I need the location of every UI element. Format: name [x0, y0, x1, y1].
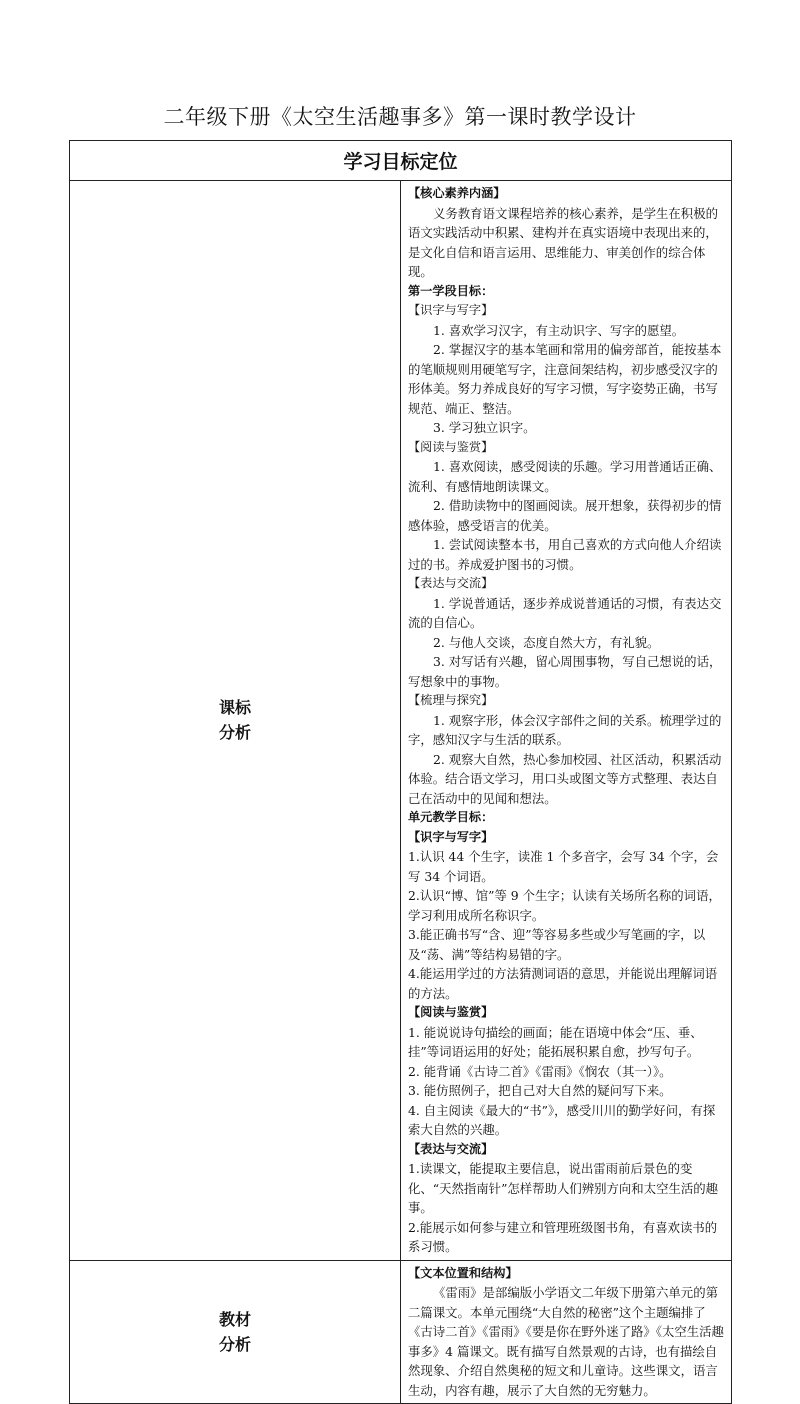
curriculum-analysis-row	[70, 181, 732, 1261]
list-item: 1. 学说普通话，逐步养成说普通话的习惯，有表达交流的自信心。	[408, 595, 722, 630]
side-label-line: 教材	[218, 1309, 251, 1329]
list-item: 2. 掌握汉字的基本笔画和常用的偏旁部首，能按基本的笔顺规则用硬笔写字，注意间架结构，初步感受汉字的形体美。努力养成良好的写字习惯，写字姿势正确，书写规范、端正、整洁。	[408, 342, 722, 416]
list-item: 2. 观察大自然，热心参加校园、社区活动，积累活动体验。结合语文学习，用口头或图文等方式整理、表达自己在活动中的见闻和想法。	[408, 751, 722, 806]
list-item: 3. 学习独立识字。	[433, 420, 536, 435]
list-item: 2. 借助读物中的图画阅读。展开想象，获得初步的情感体验，感受语言的优美。	[408, 498, 722, 533]
stage-heading: 第一学段目标：	[408, 283, 494, 298]
core-heading: 【核心素养内涵】	[408, 186, 506, 200]
list-item: 1. 能说说诗句描绘的画面；能在语境中体会“压、垂、挂”等词语运用的好处；能拓展积累自愈，抄写句子。	[408, 1024, 703, 1059]
list-item: 1. 喜欢阅读，感受阅读的乐趣。学习用普通话正确、流利、有感情地朗读课文。	[408, 459, 722, 494]
group-heading: 【阅读与鉴赏】	[408, 439, 494, 454]
curriculum-analysis-label	[70, 181, 401, 1261]
group-heading: 【梳理与探究】	[408, 693, 494, 707]
list-item: 2. 与他人交谈，态度自然大方，有礼貌。	[433, 634, 660, 650]
lesson-table	[69, 140, 732, 1404]
group-heading: 【识字与写字】	[408, 303, 494, 317]
list-item: 3.能正确书写“含、迎”等容易多些或少写笔画的字，以及“荡、满”等结构易错的字。	[408, 927, 706, 962]
group-heading: 【表达与交流】	[408, 1141, 494, 1156]
list-item: 2.认识“博、馆”等 9 个生字；认读有关场所名称的词语，学习利用成所名称识字。	[408, 888, 721, 923]
list-item: 2.能展示如何参与建立和管理班级图书角，有喜欢读书的系习惯。	[408, 1219, 718, 1254]
side-label-line: 分析	[218, 723, 251, 743]
textbook-analysis-row	[70, 1260, 732, 1404]
text-position-paragraph: 《雷雨》是部编版小学语文二年级下册第六单元的第二篇课文。本单元围绕“大自然的秘密”这个主题编排了《古诗二首》《雷雨》《要是你在野外迷了路》《太空生活趣事多》4 篇课文。既有描写自然景观的古诗，也有描绘自然现象、介绍自然奥秘的短文和儿童诗。这些课文，语言生动，内容有趣，展示了大自然的无穷魅力。	[408, 1285, 724, 1398]
textbook-analysis-label	[70, 1260, 401, 1404]
list-item: 2. 能背诵《古诗二首》《雷雨》《悯农（其一）》。	[408, 1063, 672, 1079]
core-text: 义务教育语文课程培养的核心素养，是学生在积极的语文实践活动中积累、建构并在真实语境中表现出来的，是文化自信和语言运用、思维能力、审美创作的综合体现。	[408, 205, 718, 279]
list-item: 1.认识 44 个生字，读准 1 个多音字，会写 34 个字，会写 34 个词语。	[408, 849, 719, 884]
unit-heading: 单元教学目标：	[408, 810, 494, 824]
side-label-line: 课标	[218, 698, 251, 718]
group-heading: 【阅读与鉴赏】	[408, 1005, 494, 1019]
group-heading: 【表达与交流】	[408, 576, 494, 590]
list-item: 3. 能仿照例子，把自己对大自然的疑问写下来。	[408, 1083, 672, 1098]
list-item: 1.读课文，能提取主要信息，说出雷雨前后景色的变化、“天然指南针”怎样帮助人们辨别方向和太空生活的趣事。	[408, 1161, 719, 1215]
list-item: 3. 对写话有兴趣，留心周围事物，写自己想说的话，写想象中的事物。	[408, 654, 722, 689]
side-label-line: 分析	[218, 1334, 251, 1354]
curriculum-analysis-content	[401, 181, 732, 1261]
text-position-heading: 【文本位置和结构】	[408, 1265, 518, 1280]
list-item: 1. 尝试阅读整本书，用自己喜欢的方式向他人介绍读过的书。养成爱护图书的习惯。	[408, 537, 722, 572]
list-item: 1. 喜欢学习汉字，有主动识字、写字的愿望。	[433, 322, 685, 338]
group-heading: 【识字与写字】	[408, 829, 494, 844]
list-item: 1. 观察字形，体会汉字部件之间的关系。梳理学过的字，感知汉字与生活的联系。	[408, 712, 722, 747]
table-header: 学习目标定位	[70, 141, 732, 181]
textbook-analysis-content	[401, 1260, 732, 1404]
list-item: 4.能运用学过的方法猜测词语的意思，并能说出理解词语的方法。	[408, 966, 718, 1001]
document-title: 二年级下册《太空生活趣事多》第一课时教学设计	[163, 105, 637, 129]
list-item: 4. 自主阅读《最大的“书”》，感受川川的勤学好问，有探索大自然的兴趣。	[408, 1102, 716, 1137]
